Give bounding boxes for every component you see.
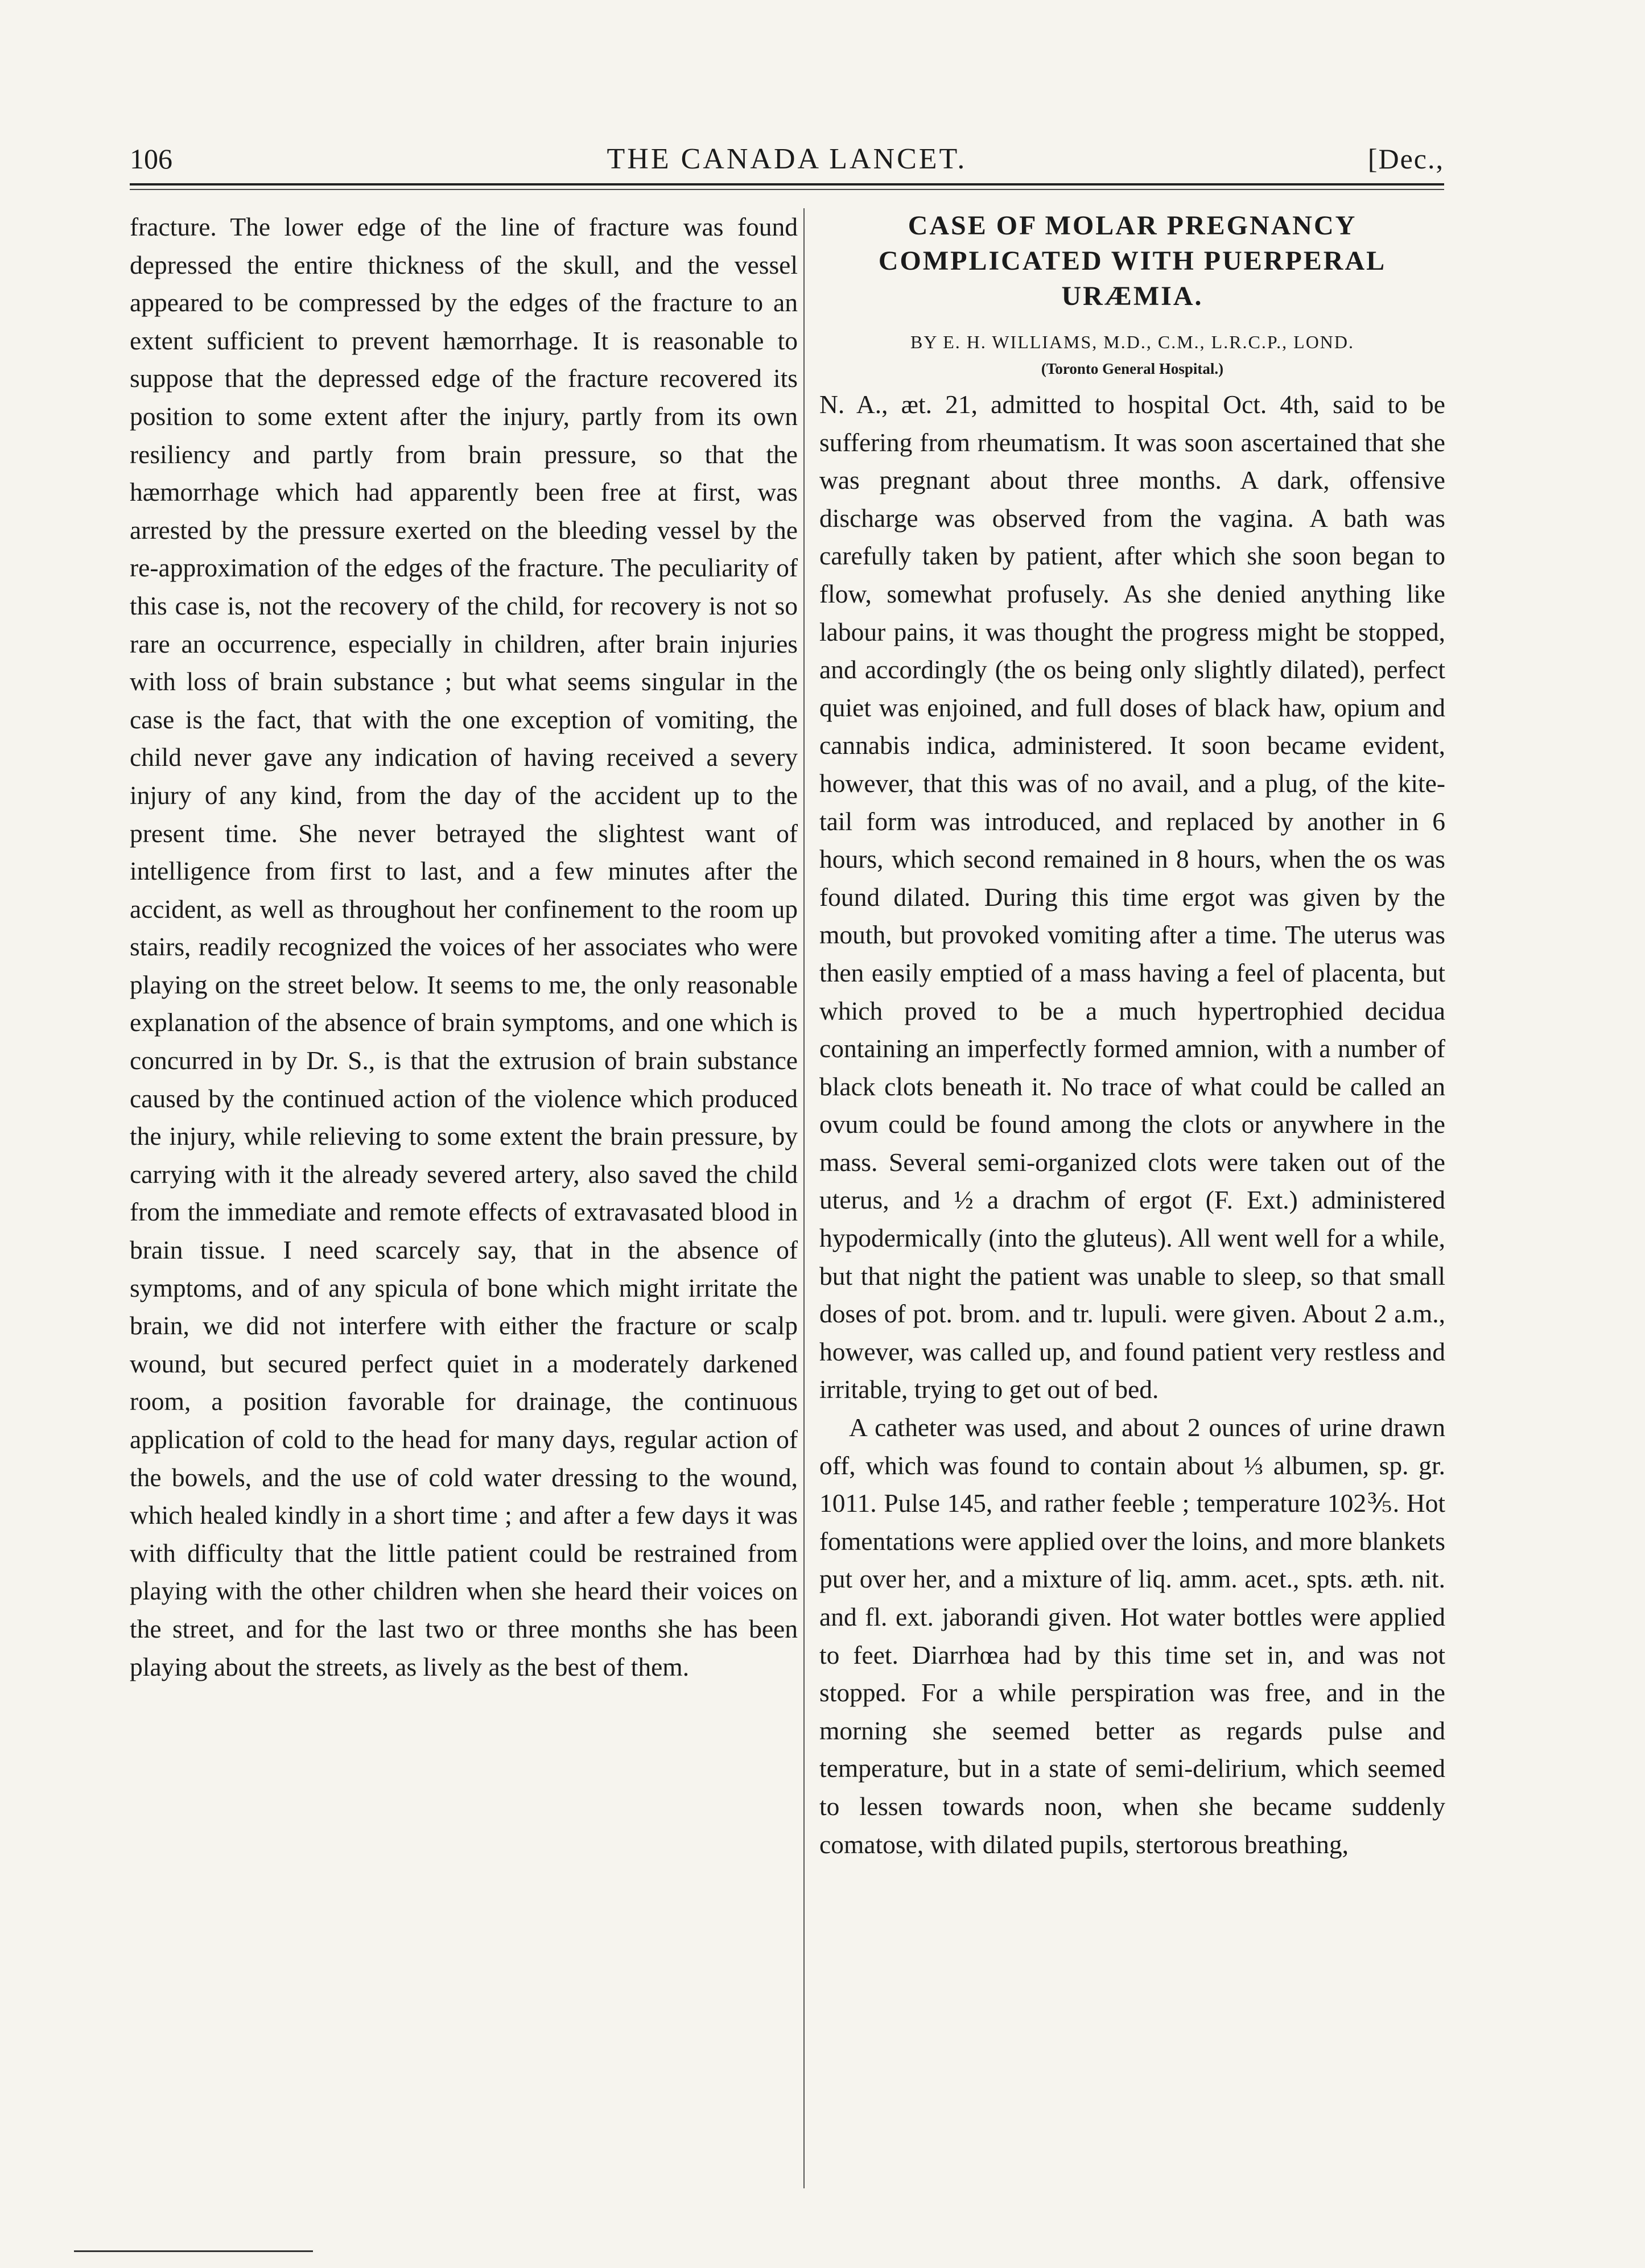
header-date: [Dec.,: [1367, 143, 1444, 175]
column-divider: [803, 208, 805, 2188]
left-column: [130, 208, 798, 1686]
article-byline: BY E. H. WILLIAMS, M.D., C.M., L.R.C.P., LOND.: [910, 332, 1355, 352]
article-paragraph: N. A., æt. 21, admitted to hospital Oct. 4th, said to be suffering from rheumatism. It was soon ascertained that she was pregnant about three months. A dark, offensive discharge was observed from the vagina. A bath was carefully taken by patient, after which she soon began to flow, somewhat profusely. As she denied anything like labour pains, it was thought the progress might be stopped, and accordingly (the os being only slightly dilated), perfect quiet was enjoined, and full doses of black haw, opium and cannabis indica, administered. It soon became evident, however, that this was of no avail, and a plug, of the kite-tail form was introduced, and replaced by another in 6 hours, which second remained in 8 hours, when the os was found dilated. During this time ergot was given by the mouth, but provoked vomiting after a time. The uterus was then easily emptied of a mass having a feel of placenta, but which proved to be a much hypertrophied decidua containing an imperfectly formed amnion, with a number of black clots beneath it. No trace of what could be called an ovum could be found among the clots or anywhere in the mass. Several semi-organized clots were taken out of the uterus, and ½ a drachm of ergot (F. Ext.) administered hypodermically (into the gluteus). All went well for a while, but that night the patient was unable to sleep, so that small doses of pot. brom. and tr. lupuli. were given. About 2 a.m., however, was called up, and found patient very restless and irritable, trying to get out of bed.: [819, 390, 1445, 1404]
journal-title: THE CANADA LANCET.: [607, 143, 967, 175]
page-number: 106: [130, 143, 172, 175]
header-rule: [130, 183, 1444, 185]
running-header: [130, 142, 1444, 188]
article-affiliation: (Toronto General Hospital.): [1041, 360, 1224, 377]
continued-paragraph: fracture. The lower edge of the line of fracture was found depressed the entire thickness of the skull, and the vessel appeared to be compressed by the edges of the fracture to an extent sufficient to prevent hæmorrhage. It is reasonable to suppose that the depressed edge of the fracture recovered its position to some extent after the injury, partly from its own resiliency and partly from brain pressure, so that the hæmorrhage which had apparently been free at first, was arrested by the pressure exerted on the bleeding vessel by the re-approximation of the edges of the fracture. The peculiarity of this case is, not the recovery of the child, for recovery is not so rare an occurrence, especially in children, after brain injuries with loss of brain substance ; but what seems singular in the case is the fact, that with the one exception of vomiting, the child never gave any indication of having received a severy injury of any kind, from the day of the accident up to the present time. She never betrayed the slightest want of intelligence from first to last, and a few minutes after the accident, as well as throughout her confinement to the room up stairs, readily recognized the voices of her associates who were playing on the street below. It seems to me, the only reasonable explanation of the absence of brain symptoms, and one which is concurred in by Dr. S., is that the extrusion of brain substance caused by the continued action of the violence which produced the injury, while relieving to some extent the brain pressure, by carrying with it the already severed artery, also saved the child from the immediate and remote effects of extravasated blood in brain tissue. I need scarcely say, that in the absence of symptoms, and of any spicula of bone which might irritate the brain, we did not interfere with either the fracture or scalp wound, but secured perfect quiet in a moderately darkened room, a position favorable for drainage, the continuous application of cold to the head for many days, regular action of the bowels, and the use of cold water dressing to the wound, which healed kindly in a short time ; and after a few days it was with difficulty that the little patient could be restrained from playing with the other children when she heard their voices on the street, and for the last two or three months she has been playing about the streets, as lively as the best of them.: [130, 212, 798, 1681]
footer-rule: [74, 2250, 313, 2252]
article-paragraph: A catheter was used, and about 2 ounces of urine drawn off, which was found to contain about ⅓ albumen, sp. gr. 1011. Pulse 145, and rather feeble ; temperature 102⅗. Hot fomentations were applied over the loins, and more blankets put over her, and a mixture of liq. amm. acet., spts. æth. nit. and fl. ext. jaborandi given. Hot water bottles were applied to feet. Diarrhœa had by this time set in, and was not stopped. For a while perspiration was free, and in the morning she seemed better as regards pulse and temperature, but in a state of semi-delirium, which seemed to lessen towards noon, when she became suddenly comatose, with dilated pupils, stertorous breathing,: [819, 1413, 1445, 1859]
article-title: CASE OF MOLAR PREGNANCY COMPLICATED WITH PUERPERAL URÆMIA.: [878, 211, 1387, 311]
right-column: [819, 208, 1445, 1863]
header-rule-thin: [130, 189, 1444, 190]
